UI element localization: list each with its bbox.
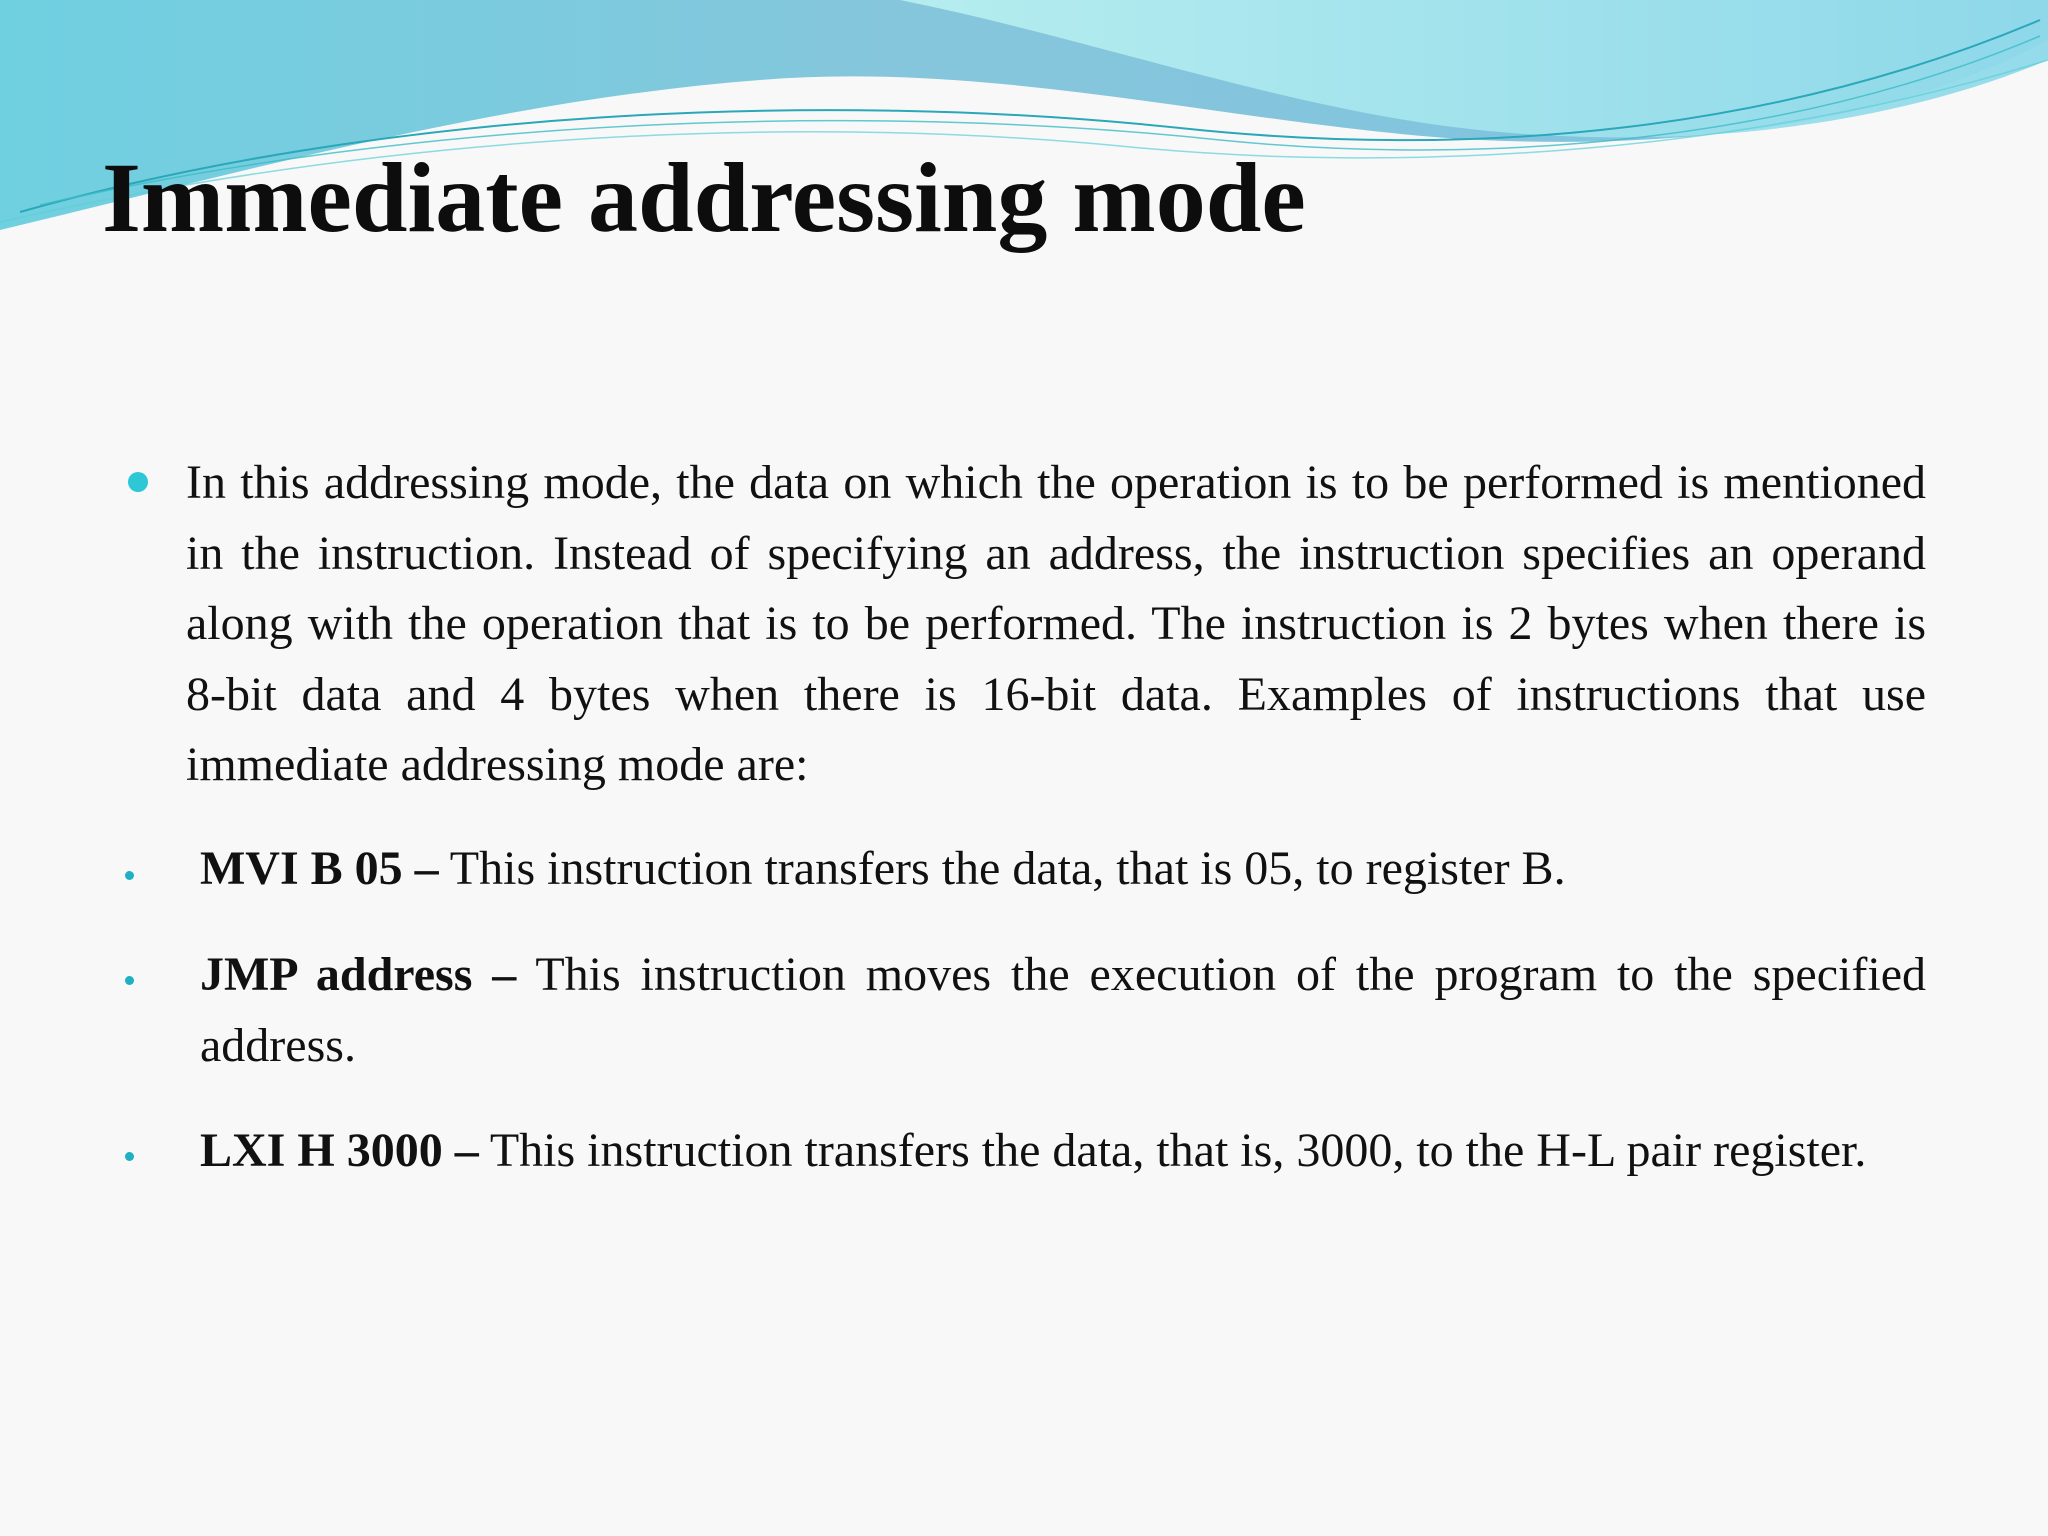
slide-title: Immediate addressing mode — [102, 142, 1306, 253]
example-description: This instruction transfers the data, that is, 3000, to the H-L pair register. — [478, 1124, 1867, 1177]
example-description: This instruction transfers the data, that is 05, to register B. — [438, 842, 1566, 895]
example-term: LXI H 3000 – — [200, 1124, 479, 1177]
example-bullet-icon — [125, 871, 134, 880]
example-item-lxi — [200, 1116, 1926, 1187]
example-item-mvi — [200, 834, 1926, 905]
example-term: MVI B 05 – — [200, 842, 439, 895]
intro-paragraph: In this addressing mode, the data on which the operation is to be performed is mentioned in the instruction. Instead of specifying an address, the instruction specifies an operand along with the operation that is to be performed. The instruction is 2 bytes when there is 8-bit data and 4 bytes when there is 16-bit data. Examples of instructions that use immediate addressing mode are: — [186, 456, 1926, 791]
example-term: JMP address – — [200, 948, 517, 1001]
example-description: This instruction moves the execution of the program to the specified address. — [200, 948, 1926, 1072]
example-bullet-icon — [125, 1152, 134, 1161]
example-item-jmp — [200, 940, 1926, 1081]
example-bullet-icon — [125, 976, 134, 985]
intro-bullet-icon — [128, 472, 148, 492]
